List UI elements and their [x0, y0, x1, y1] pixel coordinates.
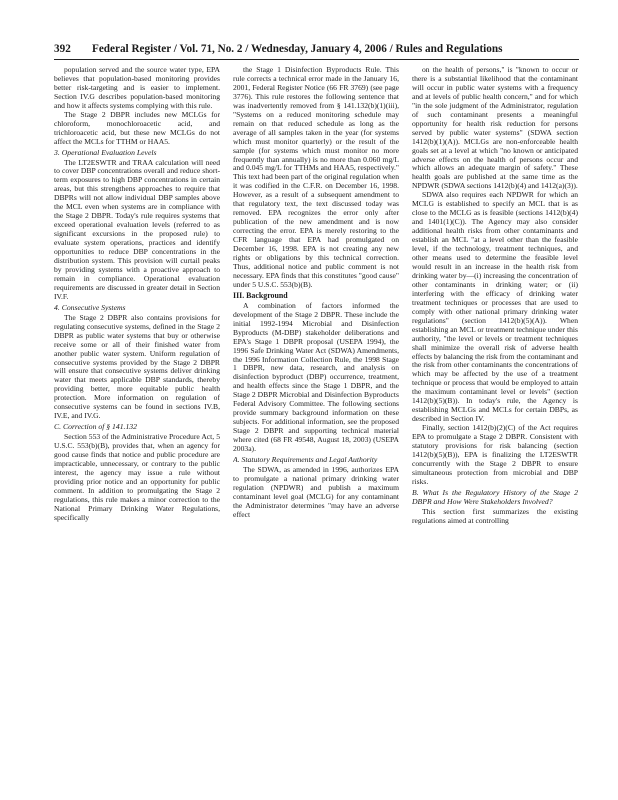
running-title: Federal Register / Vol. 71, No. 2 / Wednesday, January 4, 2006 / Rules and Regulations — [92, 43, 503, 55]
page-header — [54, 43, 579, 57]
section-heading: 4. Consecutive Systems — [54, 302, 126, 312]
section-heading: B. What Is the Regulatory History of the Stage 2 DBPR and How Were Stakeholders Involved? — [412, 487, 578, 506]
column-3 — [412, 66, 578, 796]
section-heading: III. Background — [233, 290, 288, 300]
paragraph: the Stage 1 Disinfection Byproducts Rule. This rule corrects a technical error made in the January 16, 2001, Federal Register Notice (66 FR 3769) (see page 3776). This rule restores the following sentence that was inadvertently removed from § 141.132(b)(1)(iii), "Systems on a reduced monitoring schedule may remain on that reduced schedule as long as the average of all samples taken in the year (for systems which must monitor quarterly) or the result of the sample (for systems which must monitor no more frequently than annually) is no more than 0.060 mg/L and 0.045 mg/L for TTHMs and HAA5, respectively." This text had been part of the original regulation when it was codified in the C.F.R. on December 16, 1998. However, as a result of a subsequent amendment to that regulatory text, the text discussed today was removed. EPA recognizes the error only after publication of the new amendment and is now correcting the error. EPA is merely restoring to the CFR language that EPA had promulgated on December 16, 1998. EPA is not creating any new rights or obligations by this technical correction. Thus, additional notice and public comment is not necessary. EPA finds that this constitutes "good cause" under 5 U.S.C. 553(b)(B). — [233, 66, 399, 289]
column-2 — [233, 66, 399, 796]
paragraph: The SDWA, as amended in 1996, authorizes EPA to promulgate a national primary drinking water regulation (NPDWR) and publish a maximum contaminant level goal (MCLG) for any contaminant the Administrator determines "may have an adverse effect — [233, 464, 399, 519]
paragraph: The Stage 2 DBPR also contains provisions for regulating consecutive systems, defined in the Stage 2 DBPR as public water systems that buy or otherwise receive some or all of their finished water from another public water system. Uniform regulation of consecutive systems provided by the Stage 2 DBPR will ensure that consecutive systems deliver drinking water that meets applicable DBP standards, thereby providing better, more equitable public health protection. More information on regulation of consecutive systems can be found in sections IV.B, IV.E, and IV.G. — [54, 312, 220, 421]
paragraph: Finally, section 1412(b)(2)(C) of the Act requires EPA to promulgate a Stage 2 DBPR. Consistent with statutory provisions for risk balancing (section 1412(b)(5)(B)), EPA is finalizing the LT2ESWTR concurrently with the Stage 2 DBPR to ensure simultaneous protection from microbial and DBP risks. — [412, 423, 578, 486]
section-heading: C. Correction of § 141.132 — [54, 422, 137, 432]
paragraph: SDWA also requires each NPDWR for which an MCLG is established to specify an MCL that is as close to the MCLG as is feasible (sections 1412(b)(4) and 1401(1)(C)). The Agency may also consider additional health risks from other contaminants and establish an MCL "at a level other than the feasible level, if the technology, treatment techniques, and other means used to determine the feasible level would result in an increase in the health risk from drinking water by—(i) increasing the concentration of other contaminants in drinking water; or (ii) interfering with the efficacy of drinking water treatment techniques or processes that are used to comply with other national primary drinking water regulations" (section 1412(b)(5)(A)). When establishing an MCL or treatment technique under this authority, "the level or levels or treatment techniques shall minimize the overall risk of adverse health effects by balancing the risk from the contaminant and the risk from other contaminants the concentrations of which may be affected by the use of a treatment technique or process that would be employed to attain the maximum contaminant level or levels" (section 1412(b)(5)(B)). In today's rule, the Agency is establishing MCLGs and MCLs for certain DBPs, as described in Section IV. — [412, 190, 578, 424]
paragraph: This section first summarizes the existing regulations aimed at controlling — [412, 506, 578, 525]
paragraph: Section 553 of the Administrative Procedure Act, 5 U.S.C. 553(b)(B), provides that, when an agency for good cause finds that notice and public procedure are impracticable, unnecessary, or contrary to the public interest, the agency may issue a rule without providing prior notice and an opportunity for public comment. In addition to promulgating the Stage 2 regulations, this rule makes a minor correction to the National Primary Drinking Water Regulations, specifically — [54, 432, 220, 522]
header-rule — [54, 59, 579, 60]
paragraph: A combination of factors informed the development of the Stage 2 DBPR. These include the initial 1992-1994 Microbial and Disinfection Byproducts (M-DBP) stakeholder deliberations and EPA's Stage 1 DBPR proposal (USEPA 1994), the 1996 Safe Drinking Water Act (SDWA) Amendments, the 1996 Information Collection Rule, the 1998 Stage 1 DBPR, new data, research, and analysis on disinfection byproduct (DBP) occurrence, treatment, and health effects since the Stage 1 DBPR, and the Stage 2 DBPR Microbial and Disinfection Byproducts Federal Advisory Committee. The following sections provide summary background information on these subjects. For additional information, see the proposed Stage 2 DBPR and supporting technical material where cited (68 FR 49548, August 18, 2003) (USEPA 2003a). — [233, 300, 399, 454]
paragraph: population served and the source water type, EPA believes that population-based monitoring provides better risk-targeting and is easier to implement. Section IV.G describes population-based monitoring and how it affects systems complying with this rule. — [54, 66, 220, 110]
section-heading: A. Statutory Requirements and Legal Authority — [233, 454, 378, 464]
column-1 — [54, 66, 220, 796]
paragraph: The LT2ESWTR and TRAA calculation will need to cover DBP concentrations overall and reduce short-term exposures to high DBP concentrations in certain areas, but this strengthens approaches to require that DBPRs will not allow individual DBP samples above the MCL even when systems are in compliance with the Stage 2 DBPR. Today's rule requires systems that exceed operational evaluation levels (referred to as significant excursions in the proposed rule) to evaluate system operations, practices and identify opportunities to reduce DBP concentrations in the distribution system. This provision will curtail peaks by providing systems with a proactive approach to remain in compliance. Operational evaluation requirements are discussed in greater detail in Section IV.F. — [54, 157, 220, 301]
paragraph: on the health of persons," is "known to occur or there is a substantial likelihood that the contaminant will occur in public water systems with a frequency and at levels of public health concern," and for which "in the sole judgment of the Administrator, regulation of such contaminant presents a meaningful opportunity for health risk reduction for persons served by public water systems" (SDWA section 1412(b)(1)(A)). MCLGs are non-enforceable health goals set at a level at which "no known or anticipated adverse effects on the health of persons occur and which allows an adequate margin of safety." These health goals are published at the same time as the NPDWR (SDWA sections 1412(b)(4) and 1412(a)(3)). — [412, 66, 578, 191]
paragraph: The Stage 2 DBPR includes new MCLGs for chloroform, monochloroacetic acid, and trichloroacetic acid, but these new MCLGs do not affect the MCLs for TTHM or HAA5. — [54, 109, 220, 146]
page-number: 392 — [54, 43, 71, 55]
section-heading: 3. Operational Evaluation Levels — [54, 147, 157, 157]
